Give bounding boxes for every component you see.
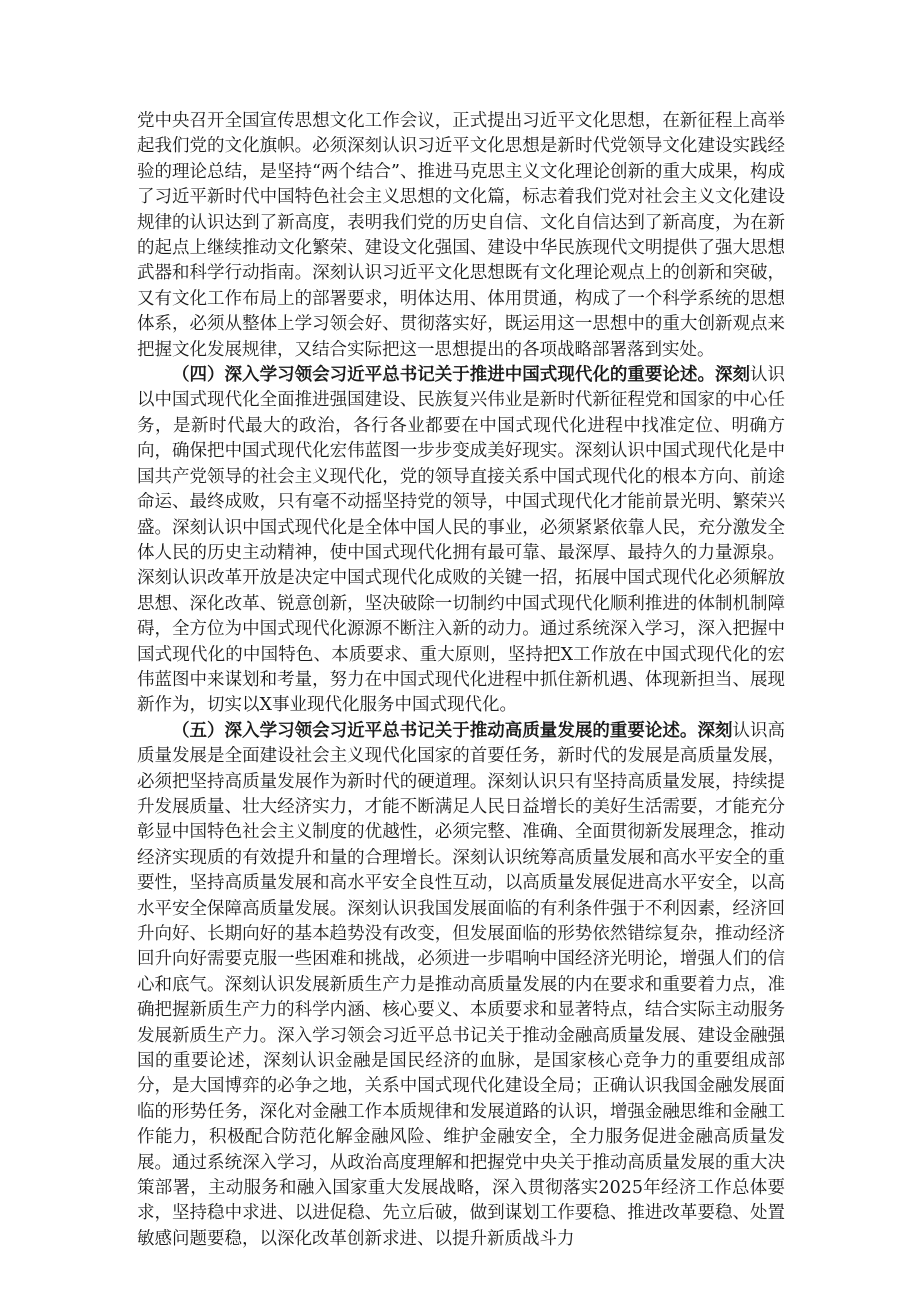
paragraph-intro xyxy=(137,109,785,363)
paragraph-section-5 xyxy=(137,719,785,1253)
section-5-heading: （五）深入学习领会习近平总书记关于推动高质量发展的重要论述。深刻 xyxy=(172,720,733,741)
section-5-text: 认识高质量发展是全面建设社会主义现代化国家的首要任务，新时代的发展是高质量发展，必须把坚持高质量发展作为新时代的硬道理。深刻认识只有坚持高质量发展，持续提升发展质量、壮大经济实力，才能不断满足人民日益增长的美好生活需要，才能充分彰显中国特色社会主义制度的优越性，必须完整、准确、全面贯彻新发展理念，推动经济实现质的有效提升和量的合理增长。深刻认识统筹高质量发展和高水平安全的重要性，坚持高质量发展和高水平安全良性互动，以高质量发展促进高水平安全，以高水平安全保障高质量发展。深刻认识我国发展面临的有利条件强于不利因素，经济回升向好、长期向好的基本趋势没有改变，但发展面临的形势依然错综复杂，推动经济回升向好需要克服一些困难和挑战，必须进一步唱响中国经济光明论，增强人们的信心和底气。深刻认识发展新质生产力是推动高质量发展的内在要求和重要着力点，准确把握新质生产力的科学内涵、核心要义、本质要求和显著特点，结合实际主动服务发展新质生产力。深入学习领会习近平总书记关于推动金融高质量发展、建设金融强国的重要论述，深刻认识金融是国民经济的血脉，是国家核心竞争力的重要组成部分，是大国博弈的必争之地，关系中国式现代化建设全局；正确认识我国金融发展面临的形势任务，深化对金融工作本质规律和发展道路的认识，增强金融思维和金融工作能力，积极配合防范化解金融风险、维护金融安全，全力服务促进金融高质量发展。通过系统深入学习，从政治高度理解和把握党中央关于推动高质量发展的重大决策部署，主动服务和融入国家重大发展战略，深入贯彻落实2025年经济工作总体要求，坚持稳中求进、以进促稳、先立后破，做到谋划工作要稳、推进改革要稳、处置敏感问题要稳，以深化改革创新求进、以提升新质战斗力 xyxy=(137,720,785,1249)
paragraph-intro-text: 党中央召开全国宣传思想文化工作会议，正式提出习近平文化思想，在新征程上高举起我们党的文化旗帜。必须深刻认识习近平文化思想是新时代党领导文化建设实践经验的理论总结，是坚持“两个结合”、推进马克思主义文化理论创新的重大成果，构成了习近平新时代中国特色社会主义思想的文化篇，标志着我们党对社会主义文化建设规律的认识达到了新高度，表明我们党的历史自信、文化自信达到了新高度，为在新的起点上继续推动文化繁荣、建设文化强国、建设中华民族现代文明提供了强大思想武器和科学行动指南。深刻认识习近平文化思想既有文化理论观点上的创新和突破，又有文化工作布局上的部署要求，明体达用、体用贯通，构成了一个科学系统的思想体系，必须从整体上学习领会好、贯彻落实好，既运用这一思想中的重大创新观点来把握文化发展规律，又结合实际把这一思想提出的各项战略部署落到实处。 xyxy=(137,111,785,360)
section-4-heading: （四）深入学习领会习近平总书记关于推进中国式现代化的重要论述。深刻 xyxy=(172,365,750,386)
paragraph-section-4 xyxy=(137,363,785,719)
section-4-text: 认识以中国式现代化全面推进强国建设、民族复兴伟业是新时代新征程党和国家的中心任务，是新时代最大的政治，各行各业都要在中国式现代化进程中找准定位、明确方向，确保把中国式现代化宏伟蓝图一步步变成美好现实。深刻认识中国式现代化是中国共产党领导的社会主义现代化，党的领导直接关系中国式现代化的根本方向、前途命运、最终成败，只有毫不动摇坚持党的领导，中国式现代化才能前景光明、繁荣兴盛。深刻认识中国式现代化是全体中国人民的事业，必须紧紧依靠人民，充分激发全体人民的历史主动精神，使中国式现代化拥有最可靠、最深厚、最持久的力量源泉。深刻认识改革开放是决定中国式现代化成败的关键一招，拓展中国式现代化必须解放思想、深化改革、锐意创新，坚决破除一切制约中国式现代化顺利推进的体制机制障碍，全方位为中国式现代化源源不断注入新的动力。通过系统深入学习，深入把握中国式现代化的中国特色、本质要求、重大原则，坚持把X工作放在中国式现代化的宏伟蓝图中来谋划和考量，努力在中国式现代化进程中抓住新机遇、体现新担当、展现新作为，切实以X事业现代化服务中国式现代化。 xyxy=(137,365,785,716)
document-body xyxy=(137,109,785,1252)
